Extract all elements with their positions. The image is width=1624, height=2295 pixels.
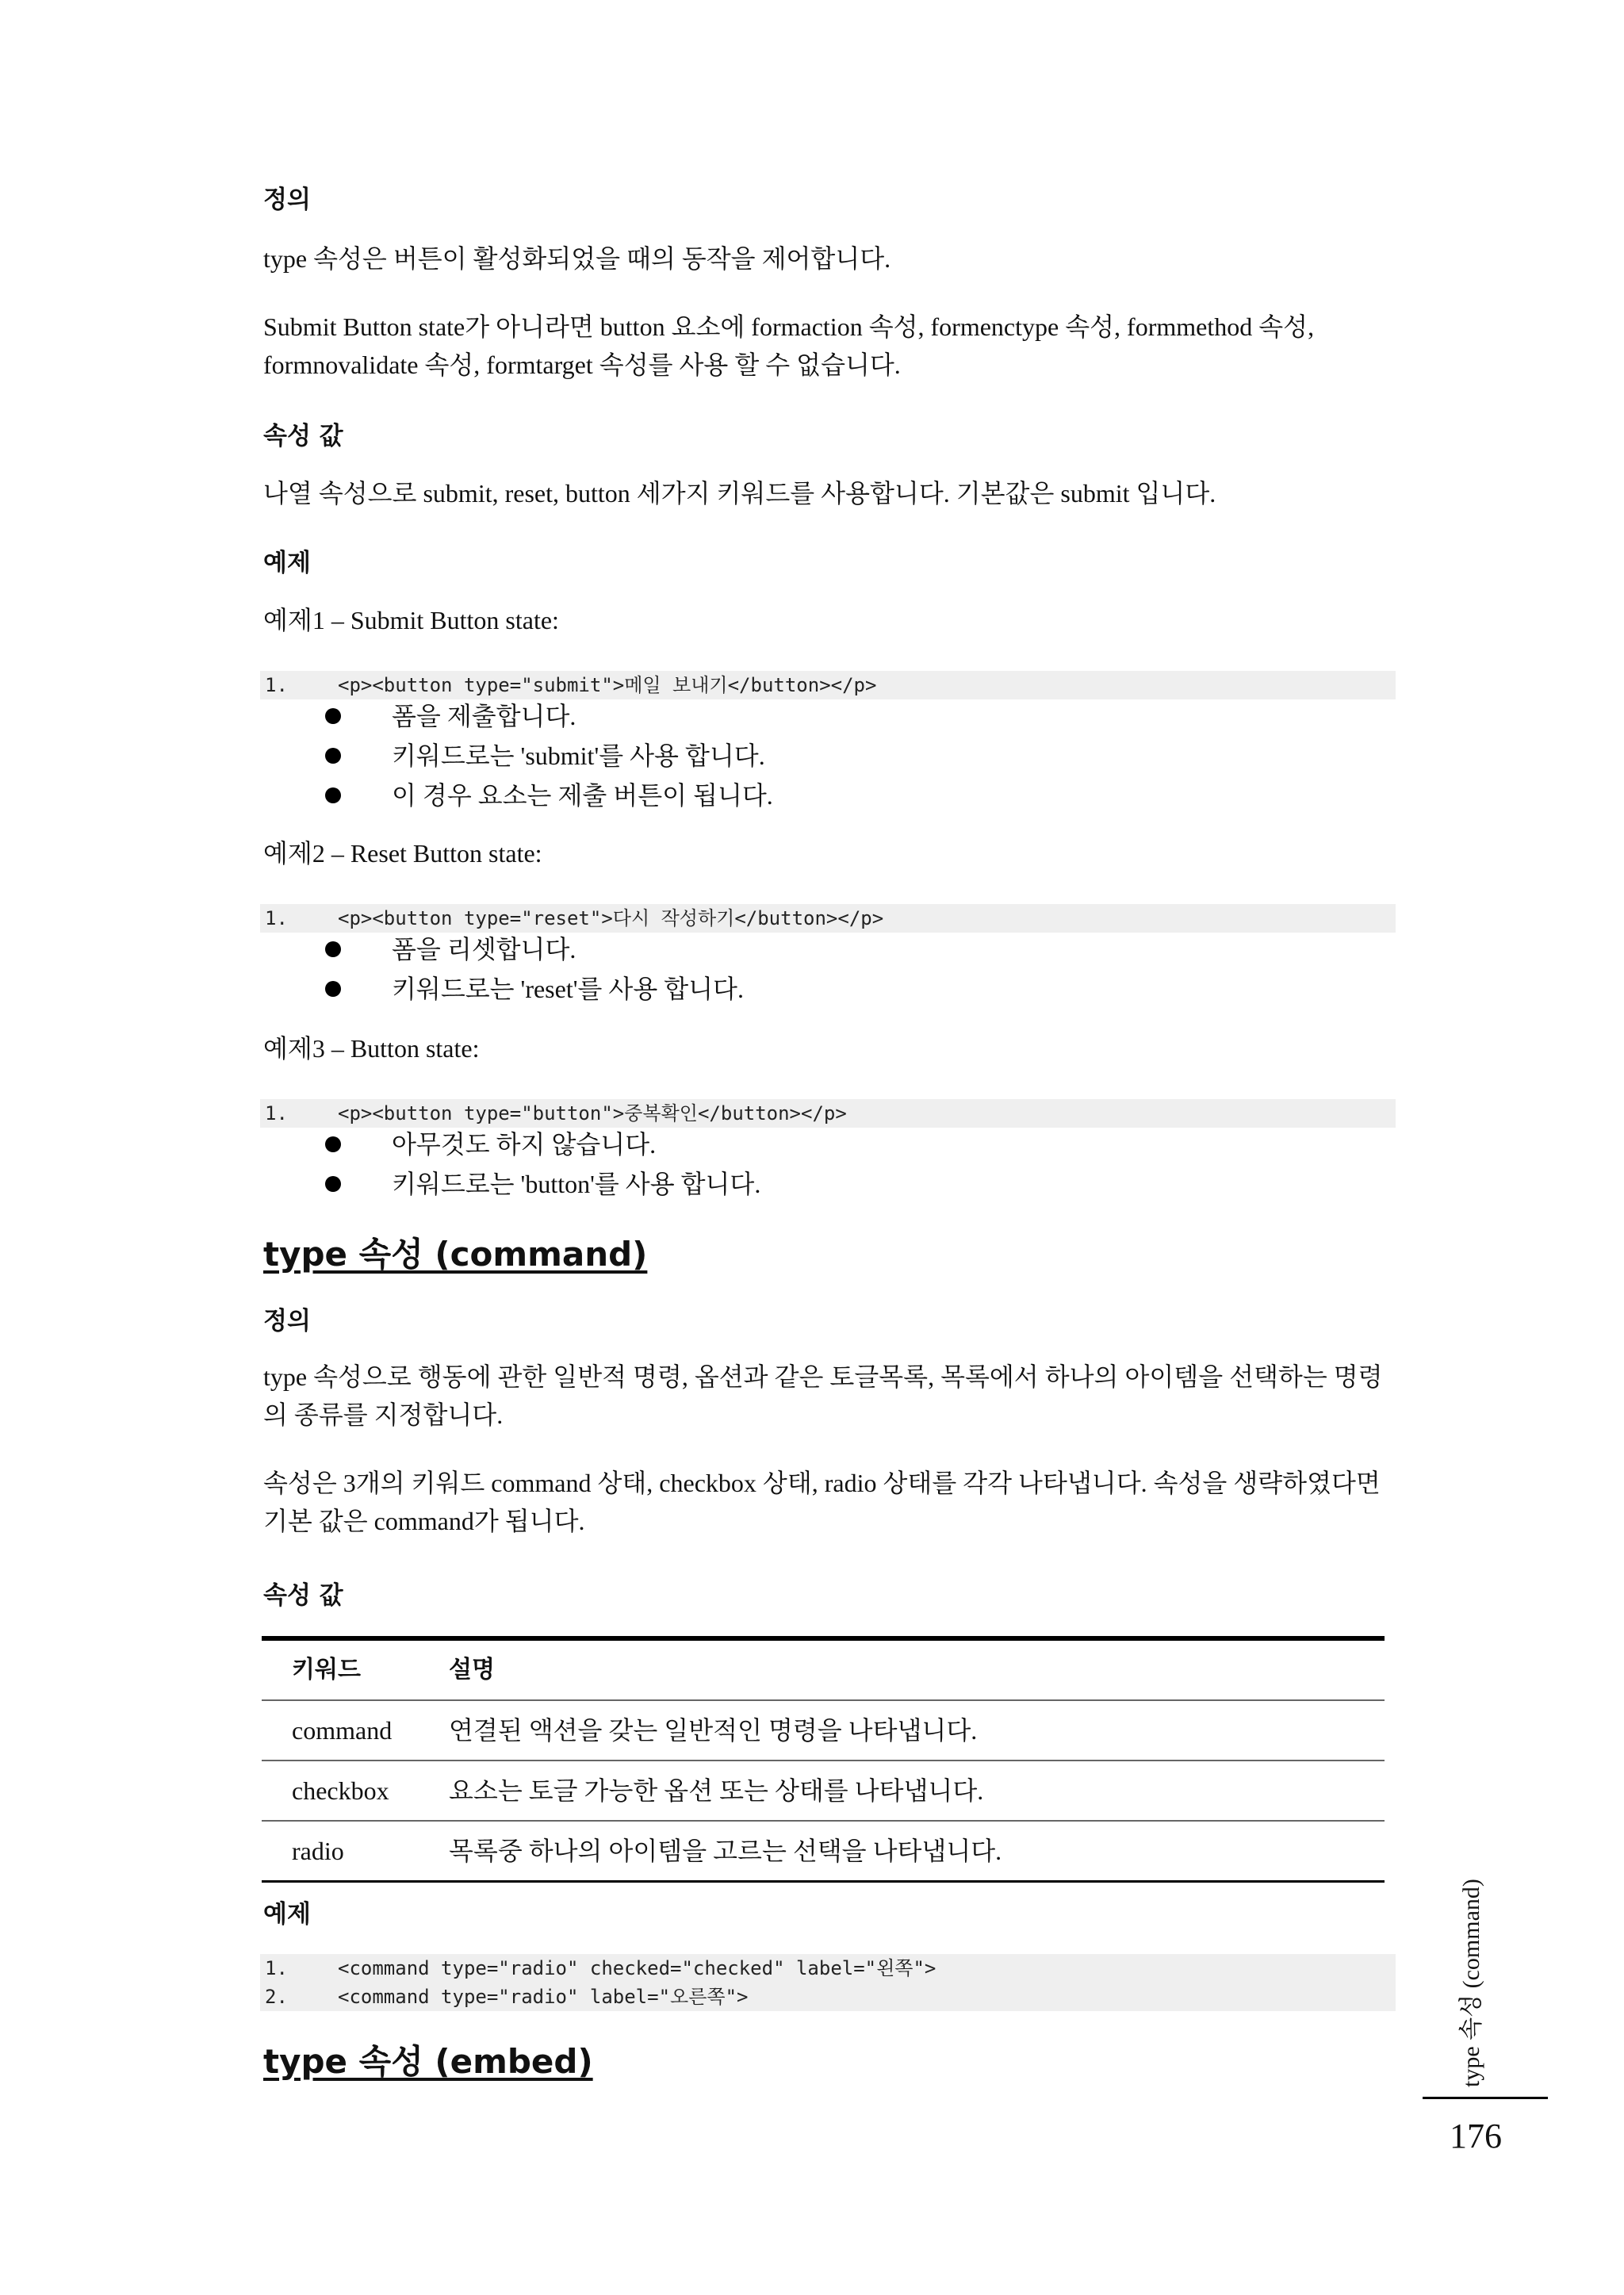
sidebar-divider xyxy=(1423,2097,1548,2099)
bullet-dot-icon xyxy=(325,1136,341,1152)
code-line-number: 2. xyxy=(265,1986,288,2008)
table-header-description: 설명 xyxy=(449,1656,495,1684)
command-code-block xyxy=(260,1954,1396,2011)
table-header-row xyxy=(262,1641,1385,1701)
list-item: 키워드로는 'reset'를 사용 합니다. xyxy=(325,969,744,1009)
sidebar-section-label: type 속성 (command) xyxy=(1458,1879,1484,2087)
bullet-dot-icon xyxy=(325,1176,341,1192)
example2-bullet-list xyxy=(325,929,744,1009)
code-line: 1. <command type="radio" checked="checked" label="왼쪽"> xyxy=(260,1954,1396,1983)
attribute-values-heading: 속성 값 xyxy=(263,422,343,450)
table-cell-description: 요소는 토글 가능한 옵션 또는 상태를 나타냅니다. xyxy=(449,1776,984,1805)
definition-heading: 정의 xyxy=(263,1307,311,1335)
bullet-dot-icon xyxy=(325,748,341,764)
example1-title: 예제1 – Submit Button state: xyxy=(263,606,559,634)
definition-paragraph-1: type 속성은 버튼이 활성화되었을 때의 동작을 제어합니다. xyxy=(263,244,891,273)
code-line-number: 1. xyxy=(265,907,288,929)
example2-title: 예제2 – Reset Button state: xyxy=(263,839,542,868)
example1-bullet-list xyxy=(325,696,773,815)
list-item: 아무것도 하지 않습니다. xyxy=(325,1125,760,1164)
examples-heading: 예제 xyxy=(263,1900,311,1929)
table-cell-keyword: radio xyxy=(292,1837,344,1865)
example3-code-block xyxy=(260,1099,1396,1128)
bullet-dot-icon xyxy=(325,708,341,724)
section-title-type-command: type 속성 (command) xyxy=(263,1235,648,1274)
example1-code-block xyxy=(260,671,1396,699)
section-title-type-embed: type 속성 (embed) xyxy=(263,2042,593,2081)
code-line: <p><button type="submit">메일 보내기</button></p> xyxy=(338,674,877,696)
code-line: 2. <command type="radio" label="오른쪽"> xyxy=(260,1983,1396,2011)
definition-paragraph-2: Submit Button state가 아니라면 button 요소에 formaction 속성, formenctype 속성, formmethod 속성, formnovalidate 속성, formtarget 속성를 사용 할 수 없습니다. xyxy=(263,312,1315,379)
list-item: 키워드로는 'submit'를 사용 합니다. xyxy=(325,736,773,776)
page-number: 176 xyxy=(1450,2117,1502,2155)
keyword-table xyxy=(262,1636,1385,1883)
definition-heading: 정의 xyxy=(263,186,311,214)
bullet-dot-icon xyxy=(325,787,341,803)
bullet-dot-icon xyxy=(325,981,341,997)
table-row xyxy=(262,1701,1385,1761)
table-row xyxy=(262,1822,1385,1883)
table-cell-description: 연결된 액션을 갖는 일반적인 명령을 나타냅니다. xyxy=(449,1716,978,1745)
table-header-keyword: 키워드 xyxy=(292,1656,361,1684)
examples-heading: 예제 xyxy=(263,549,311,577)
table-cell-description: 목록중 하나의 아이템을 고르는 선택을 나타냅니다. xyxy=(449,1837,1002,1865)
example2-code-block xyxy=(260,904,1396,933)
code-line: <p><button type="reset">다시 작성하기</button></p> xyxy=(338,907,884,929)
table-cell-keyword: checkbox xyxy=(292,1776,389,1805)
table-row xyxy=(262,1761,1385,1822)
code-line-number: 1. xyxy=(265,1102,288,1125)
example3-bullet-list xyxy=(325,1125,760,1204)
table-cell-keyword: command xyxy=(292,1716,393,1745)
example3-title: 예제3 – Button state: xyxy=(263,1034,480,1063)
bullet-dot-icon xyxy=(325,941,341,957)
definition-paragraph-2: 속성은 3개의 키워드 command 상태, checkbox 상태, radio 상태를 각각 나타냅니다. 속성을 생략하였다면 기본 값은 command가 됩니다. xyxy=(263,1469,1381,1535)
list-item: 이 경우 요소는 제출 버튼이 됩니다. xyxy=(325,776,773,815)
list-item: 키워드로는 'button'를 사용 합니다. xyxy=(325,1164,760,1204)
attribute-values-heading: 속성 값 xyxy=(263,1581,343,1610)
list-item: 폼을 리셋합니다. xyxy=(325,929,744,969)
code-line-number: 1. xyxy=(265,674,288,696)
definition-paragraph-1: type 속성으로 행동에 관한 일반적 명령, 옵션과 같은 토글목록, 목록에서 하나의 아이템을 선택하는 명령의 종류를 지정합니다. xyxy=(263,1362,1383,1429)
code-line-number: 1. xyxy=(265,1957,288,1979)
list-item: 폼을 제출합니다. xyxy=(325,696,773,736)
attribute-values-paragraph: 나열 속성으로 submit, reset, button 세가지 키워드를 사용합니다. 기본값은 submit 입니다. xyxy=(263,479,1216,508)
code-line: <p><button type="button">중복확인</button></p> xyxy=(338,1102,847,1125)
